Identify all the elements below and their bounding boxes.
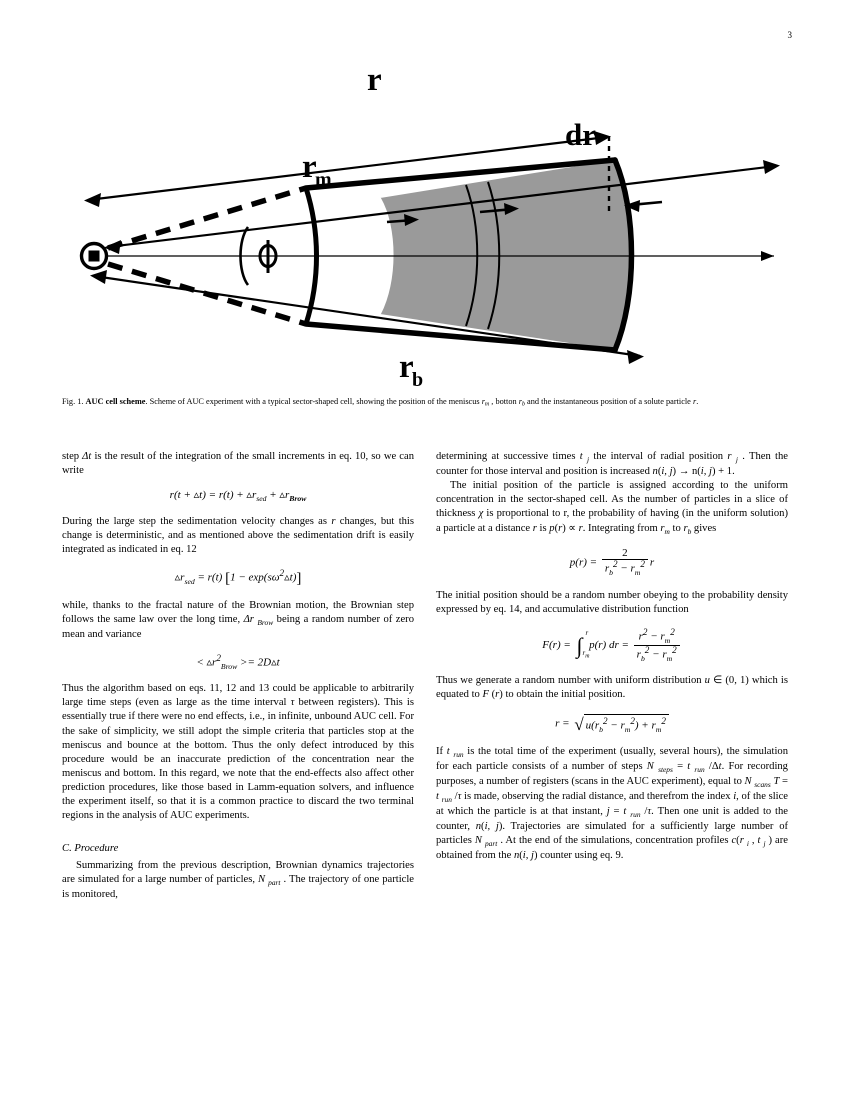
right-paragraph-3: The initial position should be a random number obeying to the probability density expressed by eq. 14, and accumulative distribution function bbox=[436, 589, 788, 615]
figure-caption bbox=[62, 396, 788, 409]
page-number: 3 bbox=[787, 30, 792, 40]
right-paragraph-4: Thus we generate a random number with uniform distribution u ∈ (0, 1) which is equated to F (r) to obtain the initial position. bbox=[436, 675, 788, 701]
svg-text:r: r bbox=[399, 349, 414, 385]
caption-text-1: . Scheme of AUC experiment with a typical sector-shaped cell, showing the position of the meniscus bbox=[145, 397, 482, 406]
svg-text:r: r bbox=[302, 149, 317, 185]
right-paragraph-5: If t $_{run}$ is the total time of the experiment (usually, several hours), the simulation for each particle consists of a number of steps N $_{steps}$ = t $_{run}$ /Δt. For recording purposes, a number of registers (scans in the AUC experiment), equal to N $_{scans}$ T = t $_{run}$ /τ is made, observing the radial distance, and therefrom the index i, of the slice at which the particle is at that instant, j = t $_{run}$ /τ. Then one unit is added to the counter, n(i, j). Trajectories are simulated for a sufficiently large number of particles N $_{part}$ . At the end of the simulations, concentration profiles c(r $_i$ , t $_j$ ) are obtained from the n(i, j) counter using eq. 9. bbox=[436, 745, 789, 861]
left-paragraph-3: while, thanks to the fractal nature of the Brownian motion, the Brownian step follows the same law over the long time, Δr $_{Brow}$ being a random number of zero mean and variance bbox=[62, 599, 414, 640]
equation-12: $▵r_{sed} = r(t) [1$ − $\exp(s\omega^2▵t)$] bbox=[174, 568, 302, 587]
caption-text-2: , botton bbox=[489, 397, 519, 406]
label-dr: dr bbox=[565, 117, 596, 152]
svg-text:b: b bbox=[412, 369, 424, 391]
body-columns bbox=[62, 450, 788, 1062]
label-rm bbox=[302, 149, 332, 191]
left-paragraph-2: During the large step the sedimentation velocity changes as r changes, but this change is deterministic, and as mentioned above the sedimentation drift is easily integrated as indicated in eq. 12 bbox=[62, 515, 415, 555]
caption-r: r bbox=[692, 397, 697, 406]
sector-edge-dashed-bottom bbox=[108, 264, 306, 324]
left-column bbox=[62, 450, 414, 1062]
left-paragraph-5: Summarizing from the previous description, Brownian dynamics trajectories are simulated for a large number of particles, N $_{part}$ . The trajectory of one particle is monitored, bbox=[62, 859, 415, 900]
rotation-axis-arrowhead bbox=[761, 251, 774, 261]
left-paragraph-1: step Δt is the result of the integration of the small increments in eq. 10, so we can write bbox=[62, 451, 414, 477]
caption-rb: r bbox=[518, 397, 522, 406]
caption-text-4: . bbox=[696, 397, 699, 406]
caption-title: AUC cell scheme bbox=[85, 397, 146, 406]
caption-figure-number: Fig. 1. bbox=[62, 397, 84, 406]
caption-rb-sub: b bbox=[521, 401, 525, 408]
caption-rm: r bbox=[481, 397, 485, 406]
equation-11: r(t + ▵t) = $r(t) + ▵r_{sed}$ + $▵r_{Brow}$ bbox=[169, 489, 307, 504]
right-paragraph-2: The initial position of the particle is assigned according to the uniform concentration in the sector-shaped cell. As the number of particles in a slice of thickness χ is proportional to r, the probability of having (in the uniform solution) a particle at a distance r is p(r) ∝ r. Integrating from $r_m$ to $r_b$ gives bbox=[436, 480, 788, 536]
label-rb bbox=[399, 349, 423, 391]
caption-rm-sub: m bbox=[484, 401, 490, 408]
figure-auc-cell-scheme bbox=[62, 52, 788, 392]
right-paragraph-1: determining at successive times t $_j$ the interval of radial position r $_j$ . Then the counter for those interval and position is increased n(i, j) → n(i, j) + 1. bbox=[436, 451, 788, 478]
equation-15: F(r) = ∫ r $r_m$ p(r) dr = $\frac{r^2 - r_m^2}{r_b^2 - r_m^2}$ bbox=[436, 628, 788, 663]
sector-edge-dashed-top bbox=[108, 188, 306, 248]
equation-14: p(r) = $\frac{2}{r_b^2 - r_m^2}$ r bbox=[569, 546, 655, 578]
equation-13: < $▵r^2_{Brow}$ >= 2D▵t bbox=[196, 653, 280, 671]
caption-text-3: and the instantaneous position of a solute particle bbox=[524, 397, 693, 406]
label-r: r bbox=[367, 62, 382, 98]
svg-text:m: m bbox=[315, 169, 332, 191]
section-heading-procedure: C. Procedure bbox=[62, 842, 119, 854]
rotor-center-square bbox=[89, 251, 100, 262]
left-paragraph-4: Thus the algorithm based on eqs. 11, 12 and 13 could be applicable to arbitrarily large time steps (even as large as the time interval τ between registers). This is essentially true if there were no end effects, i.e., in infinite, unbound AUC cell. For the sake of simplicity, we still adopt the simple criteria that particles stop at the meniscus and bounce at the bottom. Thus the only defect introduced by this procedure would be an inaccurate prediction of the concentration near the meniscus and bottom. In this regard, we note that the end-effects also affect other prediction procedures, like those based in Lamm-equation solvers, and influence the experiment itself, so that it is a common practice to discard the two terminal regions in the analysis of AUC experiments. bbox=[62, 683, 414, 822]
right-column bbox=[436, 450, 788, 1062]
equation-16: r = √ $u(r_b^2 - r_m^2) + r_m^2$ bbox=[436, 714, 788, 734]
